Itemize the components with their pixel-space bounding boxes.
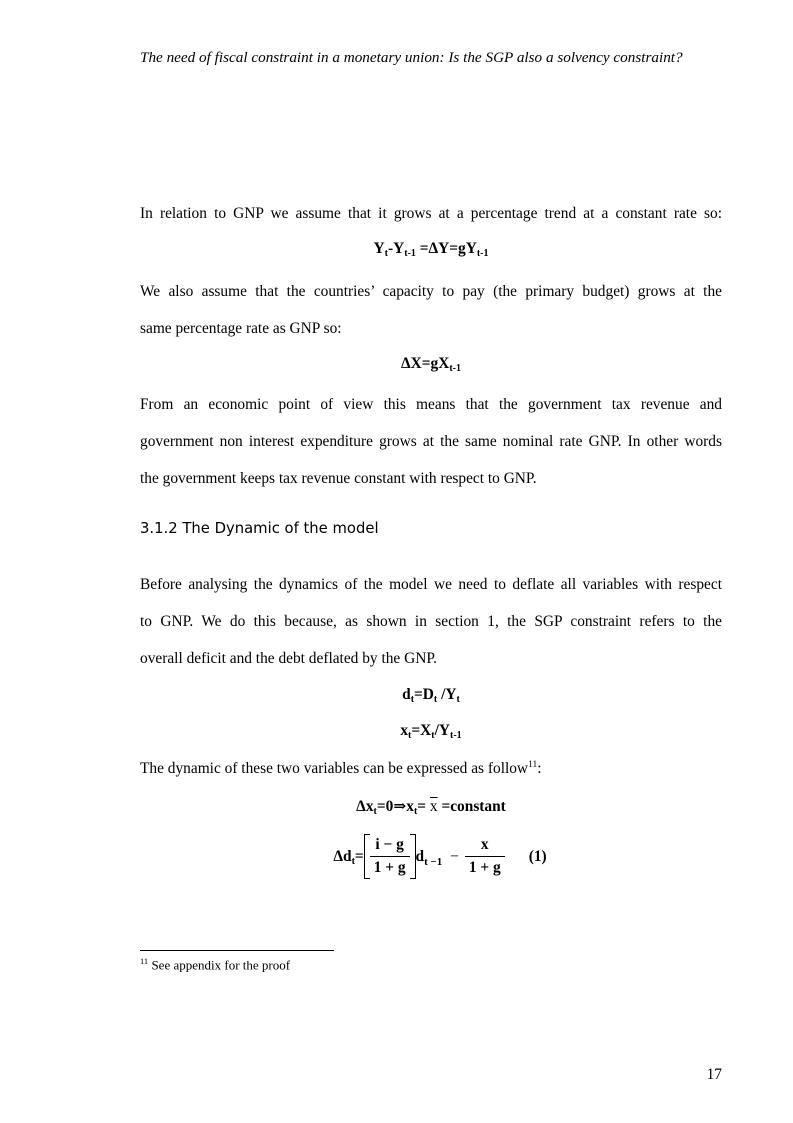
paragraph-text: the government keeps tax revenue constant with respect to GNP. [140,470,537,487]
eq-sub: t [351,855,355,867]
equation-capacity-growth [140,355,722,373]
eq-term: d [415,847,425,865]
footnote-number: 11 [140,956,149,966]
eq-sub: t-1 [476,248,489,259]
paragraph-deflate-line2 [140,603,722,640]
equation-debt-dynamics [140,836,722,877]
eq-term: ΔX=gX [400,355,450,372]
paragraph-economic-line3 [140,460,722,497]
eq-sub: t [413,806,418,817]
bracket-group [364,836,416,877]
paragraph-text: We also assume that the countries’ capacity to pay (the primary budget) grows at the [140,283,722,300]
paragraph-text: overall deficit and the debt deflated by the GNP. [140,650,438,667]
paragraph-capacity-line2 [140,310,722,347]
eq-sub: t [408,730,412,741]
eq-term: − [450,847,459,865]
page-number: 17 [706,1066,722,1083]
eq-sub: t [433,694,438,705]
eq-sub: t [431,730,435,741]
eq-sub: t-1 [450,730,462,741]
paragraph-text: The dynamic of these two variables can be expressed as follow [140,760,529,777]
equation-surplus-ratio [140,722,722,740]
paragraph-text: From an economic point of view this means that the government tax revenue and [140,396,722,413]
paragraph-text: to GNP. We do this because, as shown in section 1, the SGP constraint refers to the [140,613,722,630]
paragraph-text: government non interest expenditure grows at the same nominal rate GNP. In other words [140,433,722,450]
eq-term: x [400,722,409,739]
eq-sub: t [456,694,460,705]
equation-number: (1) [528,847,547,865]
equation-debt-ratio [140,686,722,704]
eq-term: =X [411,722,432,739]
eq-term: = [417,798,430,815]
paragraph-text: : [537,760,542,777]
eq-sub: t [410,694,415,705]
eq-term: Δx [356,798,374,815]
equation-gnp-growth [140,240,722,258]
eq-term: =0⇒x [376,798,414,815]
footnote-reference[interactable]: 11 [528,760,538,770]
eq-sub: t [384,248,388,259]
fraction-numerator: x [465,836,505,857]
eq-xbar: $\overline{x}$ [429,798,438,815]
paragraph-gnp-assumption [140,195,722,232]
fraction-denominator: 1 + g [373,859,406,876]
eq-term: d [402,686,411,703]
fraction-denominator: 1 + g [468,859,501,876]
eq-term: Y [373,240,385,257]
paragraph-economic-line2 [140,423,722,460]
paragraph-dynamic [140,750,722,787]
equation-constant-surplus [140,797,722,816]
eq-sub: t −1 [424,855,443,868]
right-bracket [410,834,416,879]
eq-term: /Y [437,686,457,703]
eq-term: =ΔY=gY [415,240,477,257]
fraction-surplus [465,836,505,877]
footnote [140,956,290,973]
paragraph-deflate-line3 [140,640,722,677]
eq-term: -Y [387,240,405,257]
eq-term: /Y [434,722,450,739]
eq-sub: t-1 [404,248,416,259]
paragraph-deflate-line1 [140,566,722,603]
eq-term: =D [414,686,434,703]
paragraph-text: Before analysing the dynamics of the model we need to deflate all variables with respect [140,576,722,593]
fraction-numerator: i − g [370,836,410,857]
eq-sub: t [373,806,377,817]
left-bracket [364,834,370,879]
paragraph-text: same percentage rate as GNP so: [140,320,342,337]
footnote-text: See appendix for the proof [148,957,291,973]
section-heading: 3.1.2 The Dynamic of the model [140,520,379,537]
eq-term: = [354,847,364,865]
footnote-divider [140,950,334,951]
eq-sub: t-1 [449,363,461,374]
paragraph-economic-line1 [140,386,722,423]
fraction-growth-gap [370,836,410,877]
paragraph-capacity-line1 [140,273,722,310]
paragraph-text: In relation to GNP we assume that it grows at a percentage trend at a constant rate so: [140,205,722,222]
eq-term: =constant [437,798,506,815]
running-header: The need of fiscal constraint in a monetary union: Is the SGP also a solvency constraint? [140,49,683,66]
eq-term: Δd [333,847,352,865]
